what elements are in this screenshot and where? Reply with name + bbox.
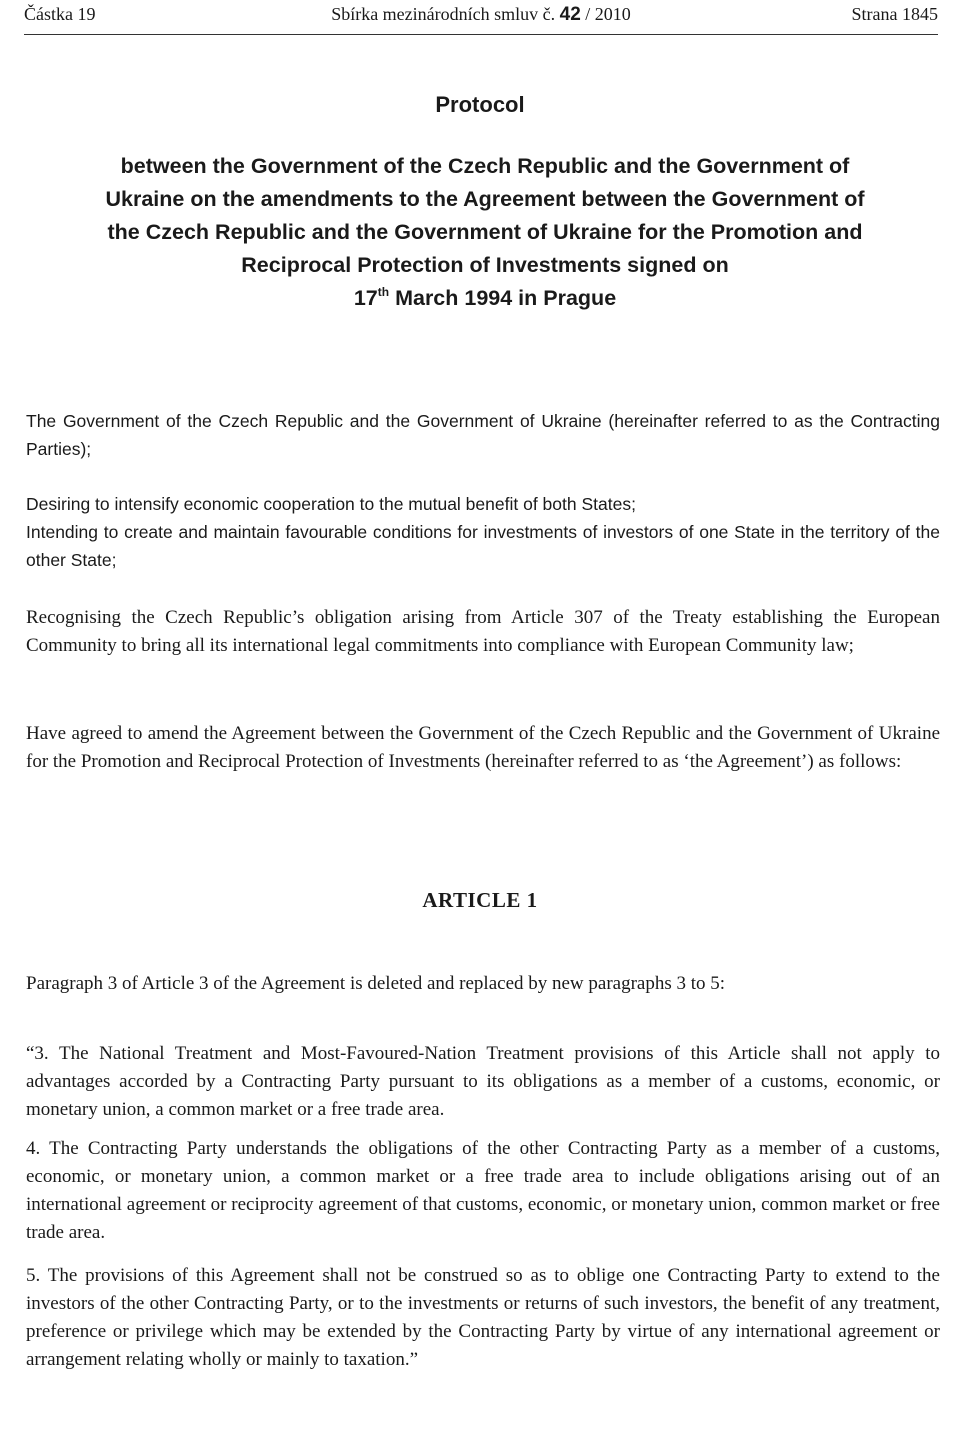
paragraph: Recognising the Czech Republic’s obligation arising from Article 307 of the Treaty establishing the European Community to bring all its international legal commitments into compliance with European Community law; (26, 607, 940, 656)
paragraph: Desiring to intensify economic cooperation to the mutual benefit of both States; (26, 494, 636, 514)
subtitle-date (40, 282, 930, 315)
preamble-desiring (26, 490, 940, 574)
paragraph: 5. The provisions of this Agreement shall not be construed so as to oblige one Contracting Party to extend to the investors of the other Contracting Party, or to the investments or returns of such investors, the benefit of any treatment, preference or privilege which may be extended by the Contracting Party by virtue of any international agreement or arrangement relating wholly or mainly to taxation.” (26, 1265, 940, 1370)
paragraph: “3. The National Treatment and Most-Favoured-Nation Treatment provisions of this Article shall not apply to advantages accorded by a Contracting Party pursuant to its obligations as a member of a customs, economic, or monetary union, a common market or a free trade area. (26, 1043, 940, 1120)
header-collection (24, 4, 938, 26)
paragraph: Intending to create and maintain favourable conditions for investments of investors of one State in the territory of the other State; (26, 522, 940, 570)
header-part: Částka 19 (24, 4, 96, 24)
date-ordinal: th (377, 285, 390, 299)
subtitle-line: Reciprocal Protection of Investments signed on (241, 253, 729, 277)
article-paragraph-5 (26, 1262, 940, 1374)
paragraph: Have agreed to amend the Agreement between the Government of the Czech Republic and the Government of Ukraine for the Promotion and Reciprocal Protection of Investments (hereinafter referred to as ‘the Agreement’) as follows: (26, 723, 940, 772)
header-collection-number: 42 (559, 4, 581, 25)
date-rest: March 1994 in Prague (395, 286, 617, 310)
page-header (24, 4, 938, 35)
article-paragraph-4 (26, 1135, 940, 1247)
article-paragraph-3 (26, 1040, 940, 1124)
preamble-parties (26, 407, 940, 463)
date-day: 17 (353, 286, 378, 310)
subtitle-line: between the Government of the Czech Republic and the Government of (120, 154, 850, 178)
preamble-agreed (26, 720, 940, 776)
document-title: Protocol (435, 92, 525, 117)
article-intro (26, 970, 940, 998)
subtitle-line: the Czech Republic and the Government of Ukraine for the Promotion and (107, 220, 863, 244)
article-heading: ARTICLE 1 (422, 888, 538, 912)
subtitle-line: Ukraine on the amendments to the Agreement between the Government of (105, 187, 865, 211)
paragraph: The Government of the Czech Republic and the Government of Ukraine (hereinafter referred to as the Contracting Parties); (26, 411, 940, 459)
paragraph: 4. The Contracting Party understands the obligations of the other Contracting Party as a member of a customs, economic, or monetary union, a common market or a free trade area to include obligations arising out of an international agreement or reciprocity agreement of that customs, economic, or monetary union, common market or free trade area. (26, 1138, 940, 1243)
preamble-recognising (26, 604, 940, 660)
header-collection-year: / 2010 (585, 4, 631, 24)
header-collection-prefix: Sbírka mezinárodních smluv č. (331, 4, 556, 24)
document-subtitle (40, 150, 930, 315)
header-page-number: Strana 1845 (851, 4, 938, 24)
paragraph: Paragraph 3 of Article 3 of the Agreement is deleted and replaced by new paragraphs 3 to 5: (26, 973, 726, 994)
